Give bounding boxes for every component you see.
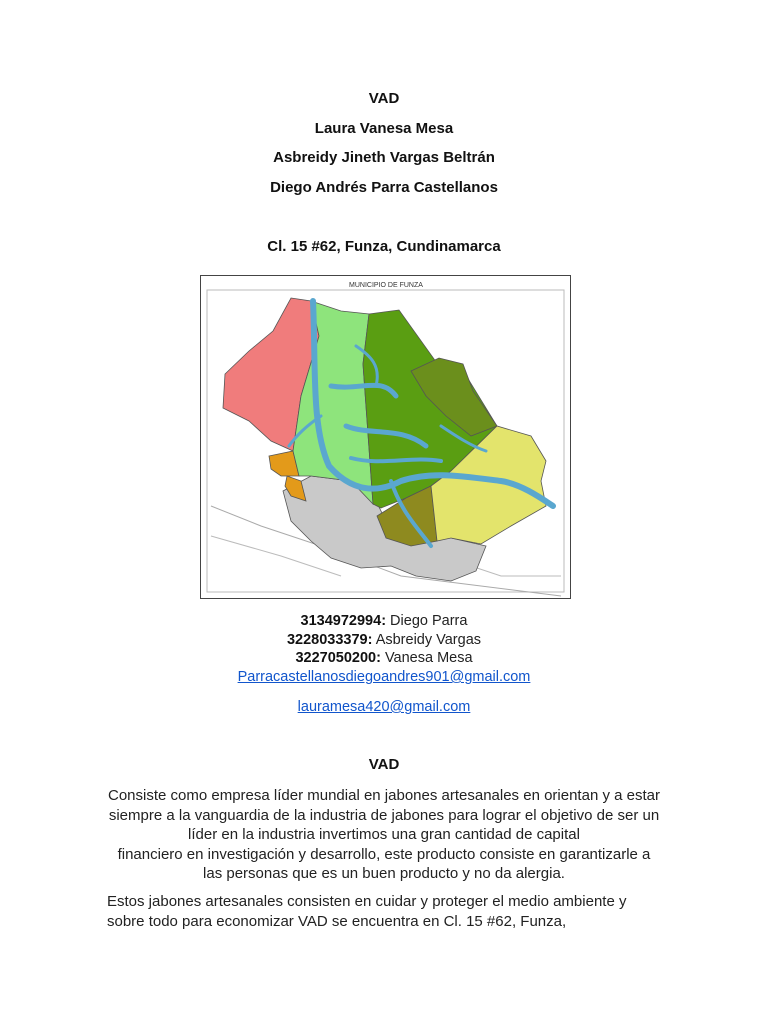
phone-number: 3228033379: — [286, 631, 373, 648]
email-link[interactable]: lauramesa420@gmail.com — [297, 699, 471, 715]
contact-row — [0, 631, 768, 650]
email-link[interactable]: Parracastellanosdiegoandres901@gmail.com — [237, 669, 531, 685]
contact-name: Vanesa Mesa — [380, 650, 473, 666]
phone-number: 3227050200: — [295, 650, 381, 666]
section-heading: VAD — [368, 756, 400, 773]
paragraph-line: financiero en investigación y desarrollo, este producto consiste en garantizarle a — [117, 845, 651, 863]
paragraph-line: las personas que es un buen producto y no da alergia. — [203, 865, 565, 883]
address: Cl. 15 #62, Funza, Cundinamarca — [267, 238, 501, 255]
paragraph-line: sobre todo para economizar VAD se encuentra en Cl. 15 #62, Funza, — [107, 912, 567, 930]
paragraph-line: líder en la industria invertimos una gran cantidad de capital — [188, 826, 580, 844]
contact-name: Diego Parra — [386, 613, 468, 629]
phone-number: 3134972994: — [300, 613, 387, 629]
contact-name: Asbreidy Vargas — [372, 631, 482, 648]
author-name: Asbreidy Jineth Vargas Beltrán — [273, 149, 495, 166]
paragraph-line: Consiste como empresa líder mundial en jabones artesanales en orientan y a estar — [108, 787, 660, 804]
paragraph-line: Estos jabones artesanales consisten en cuidar y proteger el medio ambiente y — [107, 893, 627, 910]
contact-row — [0, 612, 768, 631]
description-paragraph — [0, 786, 768, 884]
funza-municipality-map — [200, 275, 571, 599]
author-name: Laura Vanesa Mesa — [314, 120, 454, 137]
map-heading: MUNICIPIO DE FUNZA — [349, 282, 423, 289]
document-title: VAD — [368, 90, 400, 107]
contact-list — [0, 612, 768, 668]
location-paragraph — [107, 892, 667, 931]
author-name: Diego Andrés Parra Castellanos — [270, 179, 498, 196]
paragraph-line: siempre a la vanguardia de la industria de jabones para lograr el objetivo de ser un — [108, 806, 660, 824]
contact-row — [0, 649, 768, 668]
